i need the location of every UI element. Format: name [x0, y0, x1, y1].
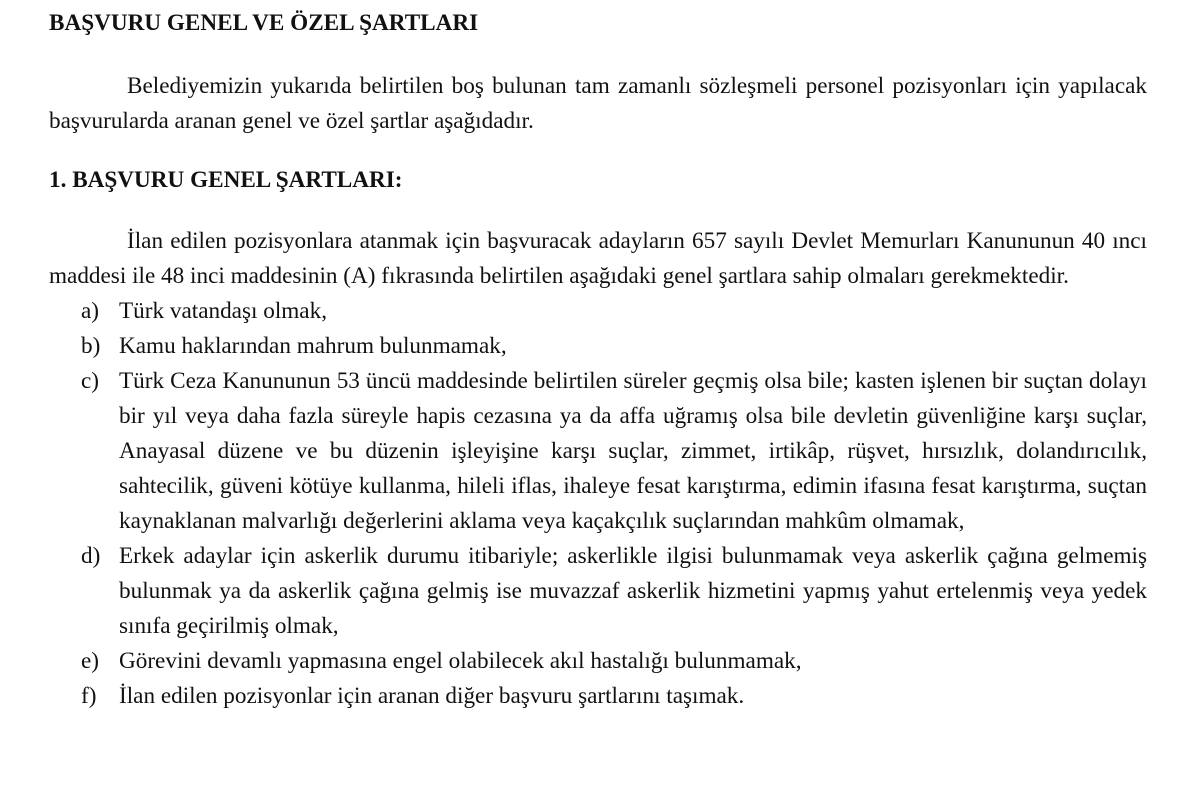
list-item-marker: e) — [81, 648, 100, 674]
list-item-marker: f) — [81, 683, 97, 709]
requirements-list — [49, 294, 1147, 714]
document-page — [49, 6, 1147, 714]
section-1-paragraph: İlan edilen pozisyonlara atanmak için başvuracak adayların 657 sayılı Devlet Memurları Kanununun 40 ıncı maddesi ile 48 inci maddesinin (A) fıkrasında belirtilen aşağıdaki genel şartlara sahip olmaları gerekmektedir. — [49, 228, 1147, 289]
list-item-marker: d) — [81, 543, 101, 569]
list-item-marker: a) — [81, 298, 100, 324]
intro-paragraph: Belediyemizin yukarıda belirtilen boş bulunan tam zamanlı sözleşmeli personel pozisyonları için yapılacak başvurularda aranan genel ve özel şartlar aşağıdadır. — [49, 73, 1147, 134]
list-item — [49, 364, 1147, 539]
list-item — [49, 644, 1147, 679]
list-item — [49, 679, 1147, 714]
list-item-text: Türk vatandaşı olmak, — [119, 298, 327, 324]
list-item-text: İlan edilen pozisyonlar için aranan diğer başvuru şartlarını taşımak. — [119, 683, 745, 709]
list-item-text: Erkek adaylar için askerlik durumu itibariyle; askerlikle ilgisi bulunmamak veya askerlik çağına gelmemiş bulunmak ya da askerlik çağına gelmiş ise muvazzaf askerlik hizmetini yapmış yahut ertelenmiş veya yedek sınıfa geçirilmiş olmak, — [119, 543, 1147, 639]
list-item — [49, 294, 1147, 329]
list-item-marker: b) — [81, 333, 101, 359]
document-title: BAŞVURU GENEL VE ÖZEL ŞARTLARI — [49, 10, 479, 36]
list-item-text: Görevini devamlı yapmasına engel olabilecek akıl hastalığı bulunmamak, — [119, 648, 802, 674]
list-item-text: Türk Ceza Kanununun 53 üncü maddesinde belirtilen süreler geçmiş olsa bile; kasten işlenen bir suçtan dolayı bir yıl veya daha fazla süreyle hapis cezasına ya da affa uğramış olsa bile devletin güvenliğine karşı suçlar, Anayasal düzene ve bu düzenin işleyişine karşı suçlar, zimmet, irtikâp, rüşvet, hırsızlık, dolandırıcılık, sahtecilik, güveni kötüye kullanma, hileli iflas, ihaleye fesat karıştırma, edimin ifasına fesat karıştırma, suçtan kaynaklanan malvarlığı değerlerini aklama veya kaçakçılık suçlarından mahkûm olmamak, — [119, 368, 1147, 534]
list-item — [49, 539, 1147, 644]
list-item — [49, 329, 1147, 364]
list-item-text: Kamu haklarından mahrum bulunmamak, — [119, 333, 507, 359]
section-1-heading: 1. BAŞVURU GENEL ŞARTLARI: — [49, 167, 403, 193]
list-item-marker: c) — [81, 368, 100, 394]
